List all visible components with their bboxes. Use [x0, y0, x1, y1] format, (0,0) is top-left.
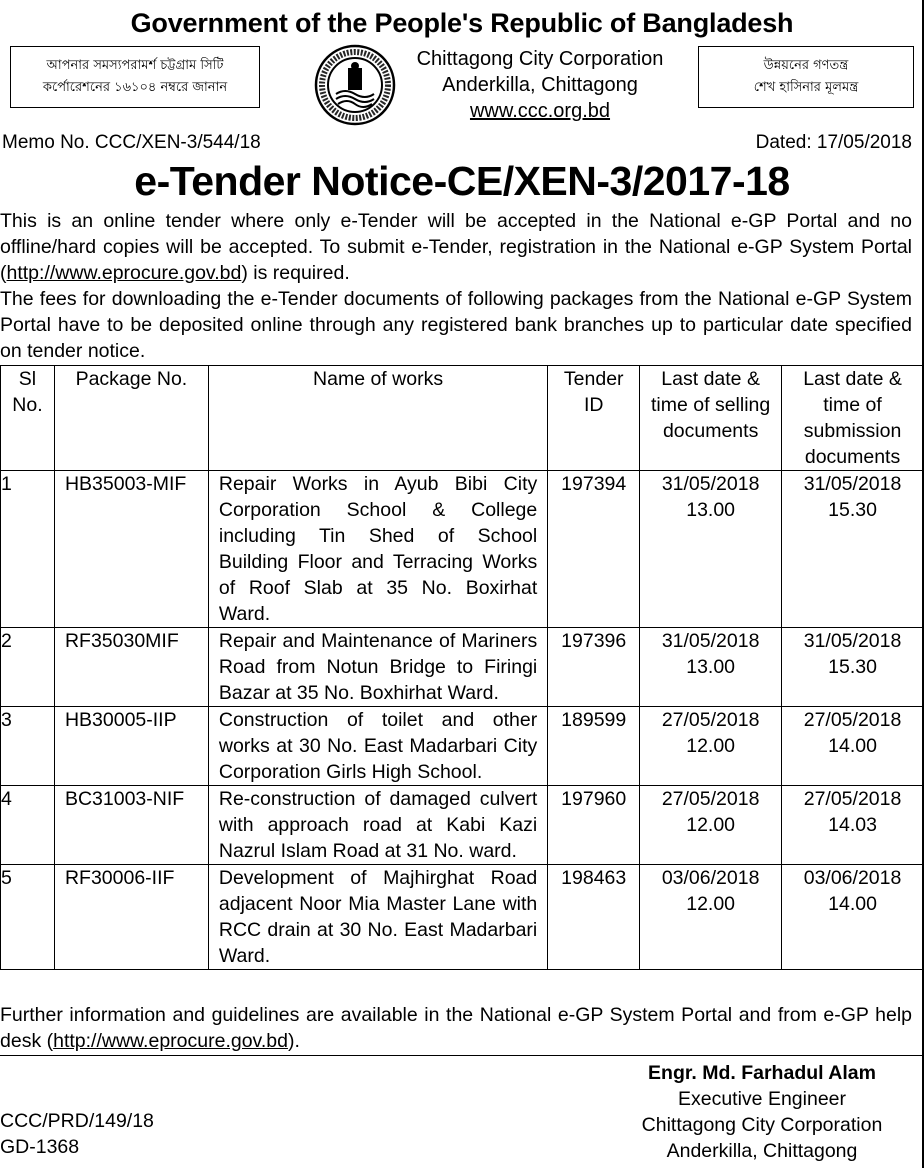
signatory-designation: Executive Engineer [677, 1088, 847, 1110]
row-package: HB35003-MIF [54, 471, 208, 628]
signatory-name: Engr. Md. Farhadul Alam [648, 1062, 876, 1084]
row-name-of-works: Repair Works in Ayub Bibi City Corporation School & College including Tin Shed of School Building Floor and Terracing Works of Roof Slab at 35 No. Boxirhat Ward. [208, 471, 547, 628]
organization-website-link[interactable]: www.ccc.org.bd [469, 100, 611, 122]
submission-date: 27/05/2018 [803, 709, 902, 731]
selling-time: 13.00 [686, 499, 736, 521]
intro-p1-end: ) is required. [241, 262, 350, 284]
organization-address: Anderkilla, Chittagong [442, 74, 638, 96]
gd-reference: GD-1368 [0, 1136, 80, 1158]
organization-name: Chittagong City Corporation [416, 48, 664, 70]
footer-text-end: ). [287, 1030, 300, 1052]
row-sl: 3 [1, 707, 55, 786]
submission-date: 31/05/2018 [803, 473, 902, 495]
row-package: RF30006-IIF [54, 865, 208, 970]
seal-emblem-icon [314, 44, 396, 126]
intro-paragraph-1 [0, 208, 912, 286]
selling-date: 31/05/2018 [661, 630, 760, 652]
prd-reference: CCC/PRD/149/18 [0, 1110, 154, 1132]
row-name-of-works: Development of Majhirghat Road adjacent Noor Mia Master Lane with RCC drain at 30 No. East Madarbari Ward. [208, 865, 547, 970]
eprocure-helpdesk-link[interactable]: http://www.eprocure.gov.bd [53, 1030, 288, 1052]
signature-block [612, 1060, 912, 1164]
selling-date: 27/05/2018 [661, 788, 760, 810]
submission-time: 14.03 [828, 814, 877, 836]
row-selling-deadline [640, 628, 782, 707]
signatory-address: Anderkilla, Chittagong [666, 1140, 858, 1162]
slogan-box [698, 46, 914, 108]
intro-paragraph-2: The fees for downloading the e-Tender documents of following packages from the National e-GP System Portal have to be deposited online through any registered bank branches up to particular date specified on tender notice. [0, 288, 912, 362]
table-row [1, 865, 924, 970]
row-tender-id: 197960 [548, 786, 640, 865]
row-name-of-works: Re-construction of damaged culvert with approach road at Kabi Kazi Nazrul Islam Road at 31 No. ward. [208, 786, 547, 865]
eprocure-link[interactable]: http://www.eprocure.gov.bd [6, 262, 242, 284]
submission-time: 14.00 [828, 735, 877, 757]
row-selling-deadline [640, 865, 782, 970]
row-sl: 5 [1, 865, 55, 970]
reference-codes [0, 1108, 154, 1160]
row-tender-id: 197396 [548, 628, 640, 707]
memo-number: Memo No. CCC/XEN-3/544/18 [2, 132, 261, 153]
selling-date: 03/06/2018 [661, 867, 760, 889]
table-row [1, 707, 924, 786]
row-package: RF35030MIF [54, 628, 208, 707]
row-tender-id: 198463 [548, 865, 640, 970]
row-selling-deadline [640, 786, 782, 865]
government-title: Government of the People's Republic of Bangladesh [130, 8, 794, 38]
header-name-of-works: Name of works [208, 366, 547, 471]
intro-p1-text: This is an online tender where only e-Tender will be accepted in the National e-GP Portal and no offline/hard copies will be accepted. To submit e-Tender, registration in the National e-GP System Portal ( [0, 210, 912, 284]
table-row [1, 628, 924, 707]
row-submission-deadline [782, 786, 924, 865]
selling-time: 12.00 [686, 814, 736, 836]
row-sl: 1 [1, 471, 55, 628]
selling-time: 13.00 [686, 656, 736, 678]
footer-text-start: Further information and guidelines are available in the National e-GP System Portal and from e-GP help desk ( [0, 1004, 912, 1052]
header-selling-deadline: Last date & time of selling documents [640, 366, 782, 471]
slogan-line-2: শেখ হাসিনার মূলমন্ত্র [753, 80, 859, 95]
hotline-line-2: কর্পোরেশনের ১৬১০৪ নম্বরে জানান [42, 80, 228, 95]
submission-time: 15.30 [828, 499, 877, 521]
selling-time: 12.00 [686, 735, 736, 757]
hotline-line-1: আপনার সমস্যপরামর্শ চট্টগ্রাম সিটি [46, 58, 224, 73]
row-sl: 4 [1, 786, 55, 865]
slogan-line-1: উন্নয়নের গণতন্ত্র [763, 58, 849, 73]
memo-line [2, 132, 912, 154]
row-package: HB30005-IIP [54, 707, 208, 786]
submission-date: 27/05/2018 [803, 788, 902, 810]
footer-divider [0, 1055, 924, 1056]
row-selling-deadline [640, 471, 782, 628]
header-package: Package No. [54, 366, 208, 471]
table-row [1, 786, 924, 865]
row-submission-deadline [782, 707, 924, 786]
intro-text [0, 208, 912, 364]
selling-date: 31/05/2018 [661, 473, 760, 495]
row-tender-id: 189599 [548, 707, 640, 786]
submission-date: 03/06/2018 [803, 867, 902, 889]
complaint-hotline-box [10, 46, 260, 108]
selling-time: 12.00 [686, 893, 736, 915]
selling-date: 27/05/2018 [661, 709, 760, 731]
row-selling-deadline [640, 707, 782, 786]
table-header-row [1, 366, 924, 471]
row-package: BC31003-NIF [54, 786, 208, 865]
row-sl: 2 [1, 628, 55, 707]
header-submission-deadline: Last date & time of submission documents [782, 366, 924, 471]
header-sl: Sl No. [1, 366, 55, 471]
signatory-organization: Chittagong City Corporation [641, 1114, 883, 1136]
submission-time: 15.30 [828, 656, 877, 678]
row-name-of-works: Repair and Maintenance of Mariners Road from Notun Bridge to Firingi Bazar at 35 No. Boxhirhat Ward. [208, 628, 547, 707]
further-information-text [0, 1002, 912, 1054]
row-name-of-works: Construction of toilet and other works at 30 No. East Madarbari City Corporation Girls High School. [208, 707, 547, 786]
city-corporation-seal [314, 44, 396, 126]
submission-time: 14.00 [828, 893, 877, 915]
row-tender-id: 197394 [548, 471, 640, 628]
header-tender-id: Tender ID [548, 366, 640, 471]
submission-date: 31/05/2018 [803, 630, 902, 652]
row-submission-deadline [782, 865, 924, 970]
notice-title: e-Tender Notice-CE/XEN-3/2017-18 [134, 158, 790, 204]
table-row [1, 471, 924, 628]
memo-date: Dated: 17/05/2018 [755, 132, 912, 153]
row-submission-deadline [782, 628, 924, 707]
organization-block [410, 46, 670, 124]
row-submission-deadline [782, 471, 924, 628]
tender-packages-table [0, 365, 924, 970]
